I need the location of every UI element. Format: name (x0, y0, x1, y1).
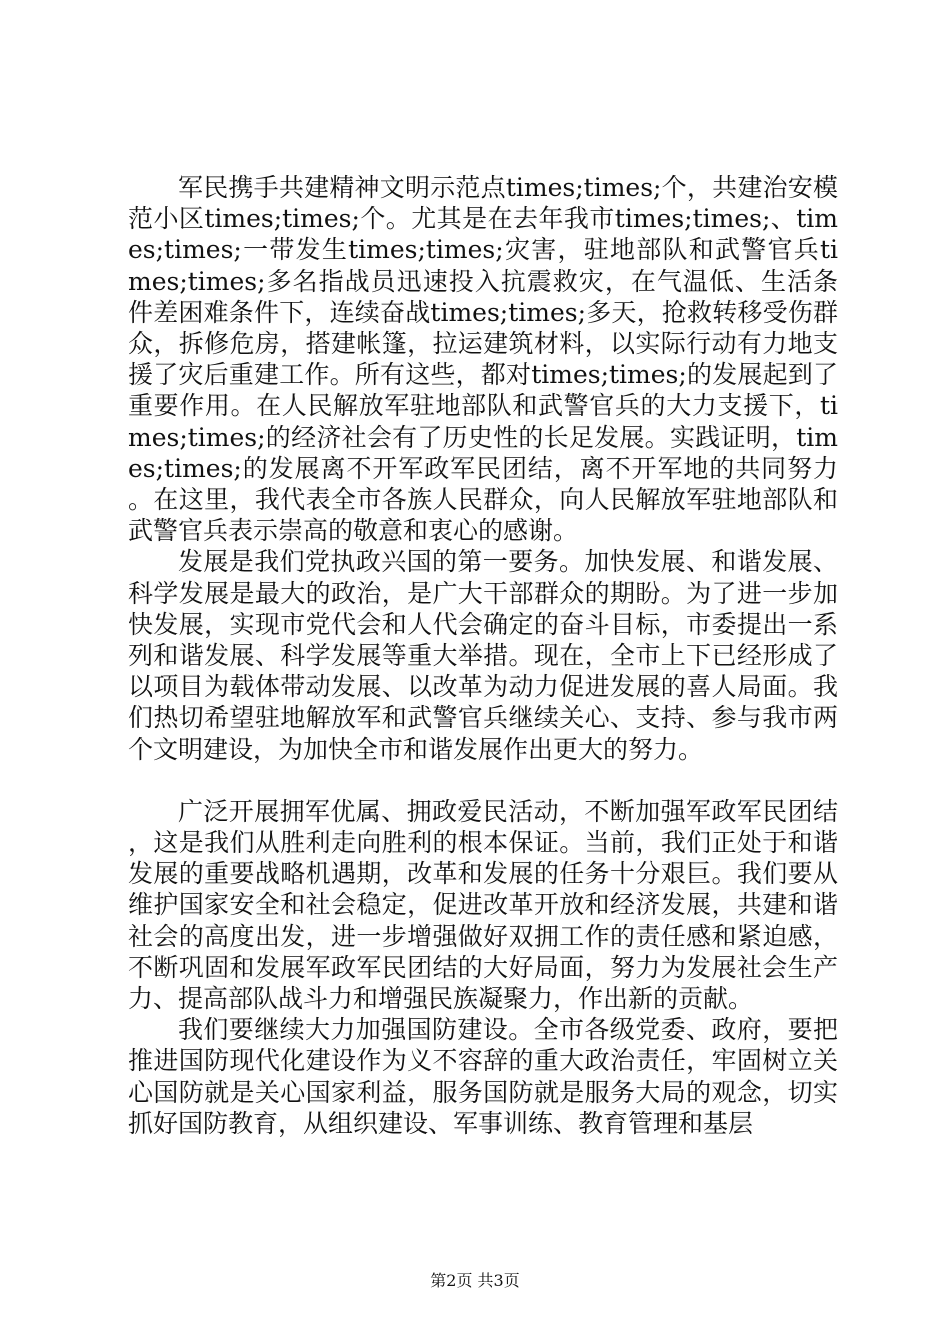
paragraph-1: 军民携手共建精神文明示范点times;times;个，共建治安模范小区times;times;个。尤其是在去年我市times;times;、times;times;一带发生times;times;灾害，驻地部队和武警官兵times;times;多名指战员迅速投入抗震救灾，在气温低、生活条件差困难条件下，连续奋战times;times;多天，抢救转移受伤群众，拆修危房，搭建帐篷，拉运建筑材料，以实际行动有力地支援了灾后重建工作。所有这些，都对times;times;的发展起到了重要作用。在人民解放军驻地部队和武警官兵的大力支援下，times;times;的经济社会有了历史性的长足发展。实践证明，times;times;的发展离不开军政军民团结，离不开军地的共同努力。在这里，我代表全市各族人民群众，向人民解放军驻地部队和武警官兵表示崇高的敬意和衷心的感谢。 (128, 173, 838, 546)
paragraph-3: 广泛开展拥军优属、拥政爱民活动，不断加强军政军民团结，这是我们从胜利走向胜利的根本保证。当前，我们正处于和谐发展的重要战略机遇期，改革和发展的任务十分艰巨。我们要从维护国家安全和社会稳定，促进改革开放和经济发展，共建和谐社会的高度出发，进一步增强做好双拥工作的责任感和紧迫感，不断巩固和发展军政军民团结的大好局面，努力为发展社会生产力、提高部队战斗力和增强民族凝聚力，作出新的贡献。 (128, 796, 838, 1014)
page-number-indicator: 第2页 共3页 (430, 1271, 520, 1290)
page-footer (0, 1271, 950, 1291)
paragraph-4: 我们要继续大力加强国防建设。全市各级党委、政府，要把推进国防现代化建设作为义不容辞的重大政治责任，牢固树立关心国防就是关心国家利益，服务国防就是服务大局的观念，切实抓好国防教育，从组织建设、军事训练、教育管理和基层 (128, 1015, 838, 1138)
paragraph-2: 发展是我们党执政兴国的第一要务。加快发展、和谐发展、科学发展是最大的政治，是广大干部群众的期盼。为了进一步加快发展，实现市党代会和人代会确定的奋斗目标，市委提出一系列和谐发展、科学发展等重大举措。现在，全市上下已经形成了以项目为载体带动发展、以改革为动力促进发展的喜人局面。我们热切希望驻地解放军和武警官兵继续关心、支持、参与我市两个文明建设，为加快全市和谐发展作出更大的努力。 (128, 547, 838, 764)
document-body (128, 172, 838, 1139)
